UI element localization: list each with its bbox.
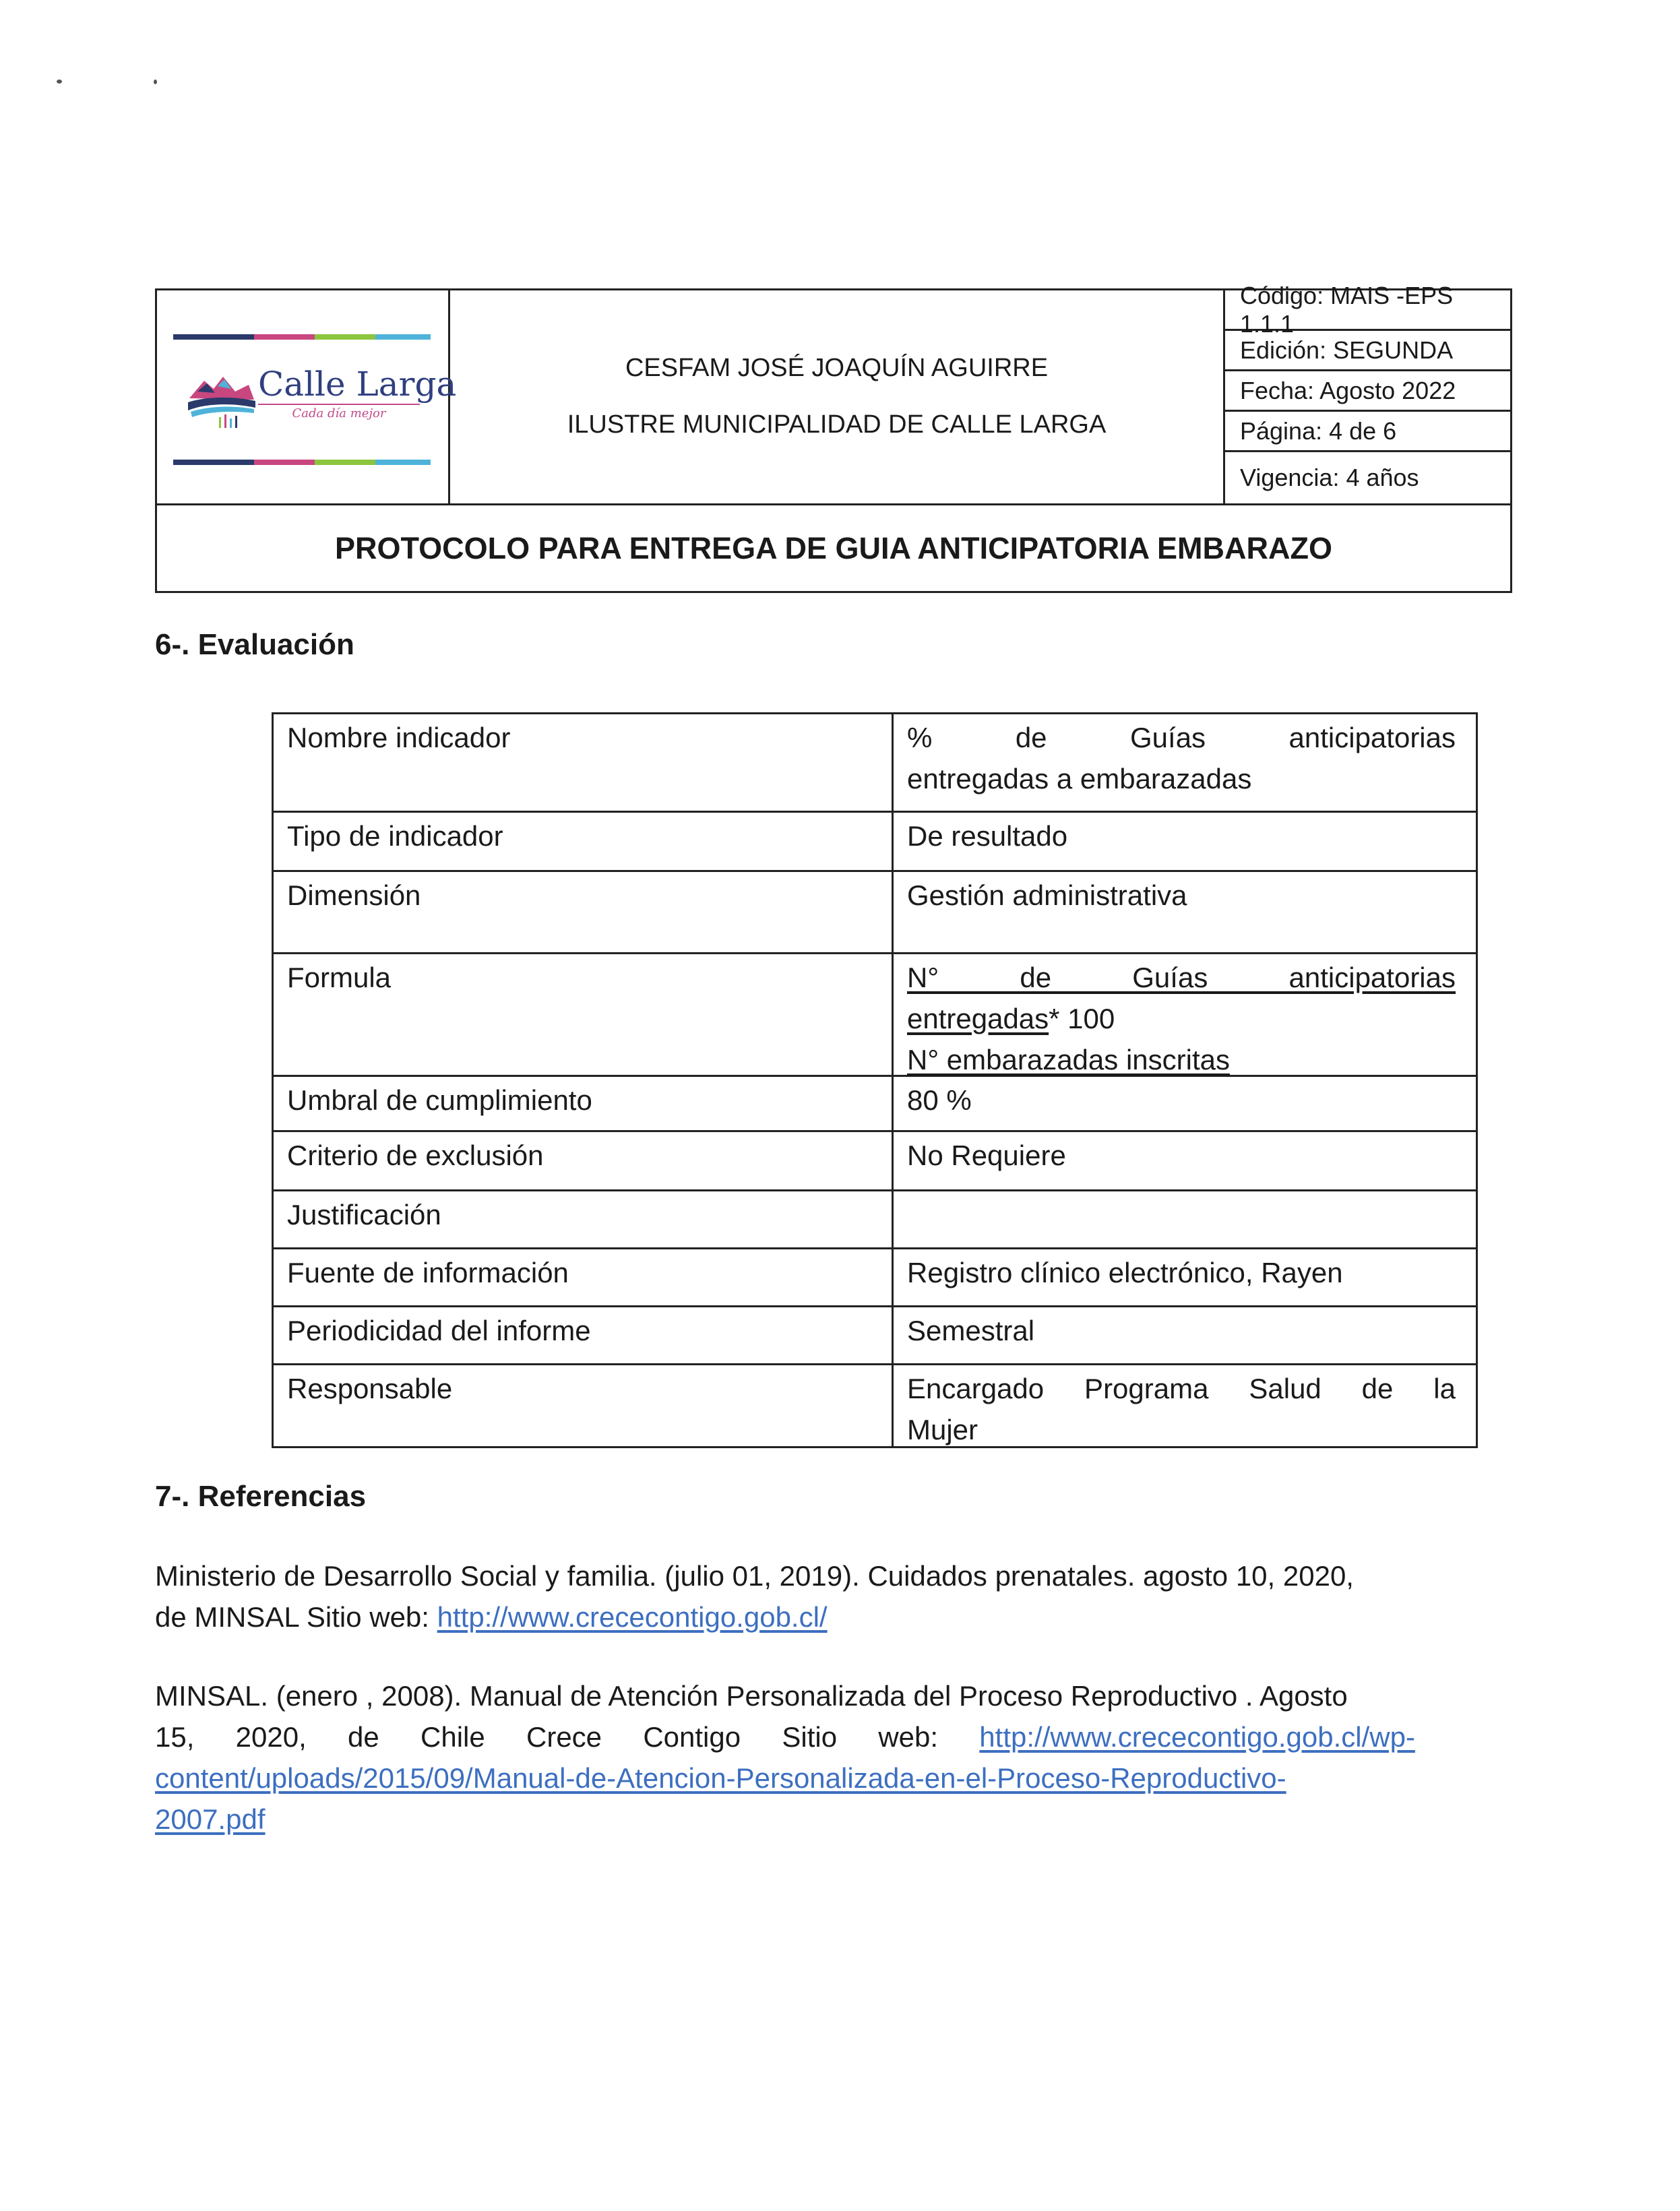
scan-speck bbox=[154, 80, 157, 84]
meta-codigo: Código: MAIS -EPS 1.1.1 bbox=[1225, 290, 1510, 331]
reference-word: 15, bbox=[155, 1721, 195, 1753]
meta-edicion: Edición: SEGUNDA bbox=[1225, 331, 1510, 371]
reference-word: web: bbox=[878, 1721, 939, 1753]
table-row bbox=[274, 872, 1476, 954]
reference-word: de bbox=[348, 1721, 379, 1753]
value-line: % de Guías anticipatorias bbox=[907, 722, 1456, 753]
row-label: Criterio de exclusión bbox=[274, 1132, 894, 1189]
document-header bbox=[155, 281, 1512, 593]
formula-denominator: N° embarazadas inscritas bbox=[907, 1044, 1230, 1076]
institution-cell bbox=[450, 290, 1225, 503]
reference-link[interactable]: content/uploads/2015/09/Manual-de-Atencion-Personalizada-en-el-Proceso-Reproductivo- bbox=[155, 1762, 1286, 1794]
row-value: No Requiere bbox=[907, 1140, 1066, 1171]
indicator-table bbox=[272, 712, 1478, 1448]
table-row bbox=[274, 1132, 1476, 1191]
formula-numerator-line: N° de Guías anticipatorias bbox=[907, 962, 1456, 993]
reference-word: Chile bbox=[421, 1721, 485, 1753]
table-row bbox=[274, 714, 1476, 813]
row-label: Periodicidad del informe bbox=[274, 1307, 894, 1363]
reference-text: de MINSAL Sitio web: bbox=[155, 1601, 437, 1633]
document-meta bbox=[1225, 281, 1510, 503]
table-row bbox=[274, 1191, 1476, 1249]
row-value: Semestral bbox=[907, 1315, 1035, 1346]
formula-value bbox=[894, 954, 1476, 1075]
reference-link[interactable]: http://www.crececontigo.gob.cl/ bbox=[437, 1601, 828, 1633]
section-6-heading: 6-. Evaluación bbox=[155, 628, 354, 661]
calle-larga-logo-icon bbox=[184, 358, 258, 432]
reference-2 bbox=[155, 1675, 1415, 1840]
formula-numerator-end: entregadas bbox=[907, 1003, 1049, 1034]
table-row bbox=[274, 1249, 1476, 1307]
table-row bbox=[274, 1307, 1476, 1365]
reference-word: 2020, bbox=[235, 1721, 307, 1753]
protocol-title: PROTOCOLO PARA ENTREGA DE GUIA ANTICIPATORIA EMBARAZO bbox=[157, 503, 1510, 591]
formula-numerator-line bbox=[907, 998, 1456, 1039]
table-row bbox=[274, 1365, 1476, 1446]
reference-text: Ministerio de Desarrollo Social y familia. (julio 01, 2019). Cuidados prenatales. agosto 10, 2020, bbox=[155, 1560, 1354, 1592]
row-value: 80 % bbox=[907, 1084, 972, 1116]
logo-wordmark: Calle Larga bbox=[258, 365, 457, 404]
logo-top-stripe bbox=[173, 331, 431, 336]
scan-speck bbox=[57, 80, 62, 84]
reference-link[interactable]: 2007.pdf bbox=[155, 1803, 266, 1835]
row-value bbox=[894, 1365, 1476, 1446]
logo-cell bbox=[157, 290, 457, 503]
row-value bbox=[894, 1191, 1476, 1247]
table-row bbox=[274, 813, 1476, 872]
row-value bbox=[894, 714, 1476, 811]
reference-word: Contigo bbox=[643, 1721, 741, 1753]
value-line: Encargado Programa Salud de la bbox=[907, 1373, 1456, 1404]
section-7-heading: 7-. Referencias bbox=[155, 1480, 367, 1513]
row-value: Gestión administrativa bbox=[907, 879, 1187, 911]
meta-fecha: Fecha: Agosto 2022 bbox=[1225, 371, 1510, 412]
meta-pagina: Página: 4 de 6 bbox=[1225, 412, 1510, 452]
value-line: Mujer bbox=[907, 1414, 978, 1445]
value-line: entregadas a embarazadas bbox=[907, 763, 1252, 795]
table-row bbox=[274, 954, 1476, 1077]
row-label: Formula bbox=[274, 954, 894, 1075]
row-label: Dimensión bbox=[274, 872, 894, 952]
formula-multiplier: * 100 bbox=[1049, 1003, 1115, 1034]
meta-vigencia: Vigencia: 4 años bbox=[1240, 464, 1419, 491]
reference-link[interactable]: http://www.crececontigo.gob.cl/wp- bbox=[979, 1721, 1415, 1753]
reference-1 bbox=[155, 1555, 1415, 1638]
reference-line bbox=[155, 1716, 1415, 1757]
reference-text: MINSAL. (enero , 2008). Manual de Atención Personalizada del Proceso Reproductivo . Agosto bbox=[155, 1680, 1348, 1712]
row-label: Justificación bbox=[274, 1191, 894, 1247]
logo-bottom-stripe bbox=[173, 456, 431, 462]
institution-name: CESFAM JOSÉ JOAQUÍN AGUIRRE bbox=[625, 354, 1049, 382]
row-label: Tipo de indicador bbox=[274, 813, 894, 870]
row-value: De resultado bbox=[907, 820, 1068, 852]
reference-line bbox=[155, 1596, 1415, 1638]
logo-tagline: Cada día mejor bbox=[258, 404, 420, 421]
row-value: Registro clínico electrónico, Rayen bbox=[907, 1257, 1343, 1288]
row-label: Umbral de cumplimiento bbox=[274, 1077, 894, 1130]
municipality-name: ILUSTRE MUNICIPALIDAD DE CALLE LARGA bbox=[567, 410, 1107, 439]
reference-word: Sitio bbox=[782, 1721, 838, 1753]
row-label: Fuente de información bbox=[274, 1249, 894, 1305]
table-row bbox=[274, 1077, 1476, 1132]
row-label: Responsable bbox=[274, 1365, 894, 1446]
reference-word: Crece bbox=[526, 1721, 602, 1753]
row-label: Nombre indicador bbox=[274, 714, 894, 811]
